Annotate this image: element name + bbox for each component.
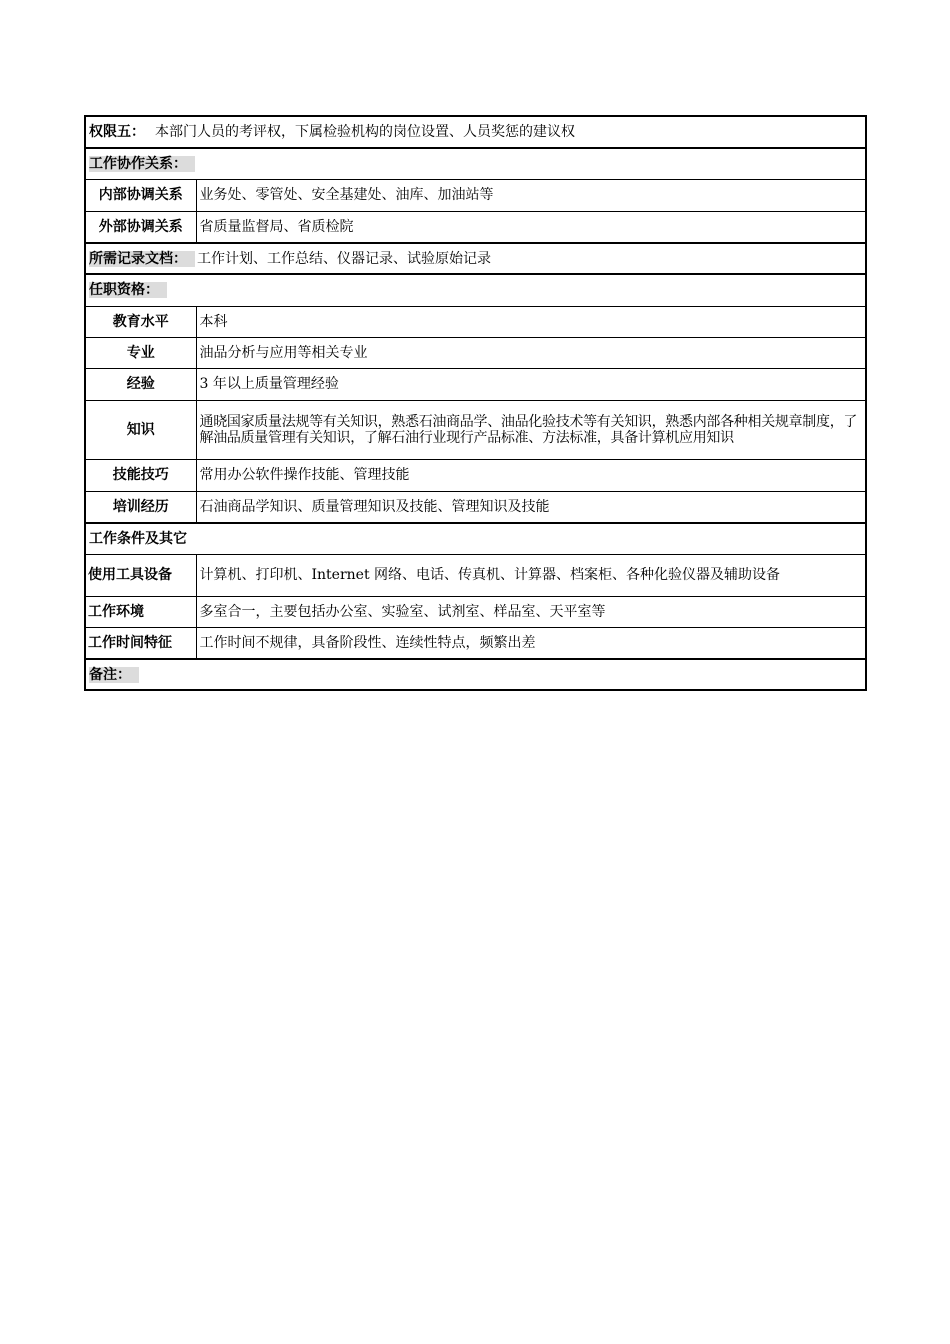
job-description-table [84,115,867,691]
training-value: 石油商品学知识、质量管理知识及技能、管理知识及技能 [196,491,866,523]
tools-label: 使用工具设备 [85,554,196,596]
records-value: 工作计划、工作总结、仪器记录、试验原始记录 [197,250,491,267]
records-row [85,243,866,274]
environment-value: 多室合一，主要包括办公室、实验室、试剂室、样品室、天平室等 [196,596,866,627]
external-coordination-row [85,211,866,243]
conditions-header-row [85,523,866,554]
knowledge-row [85,400,866,459]
skills-value: 常用办公软件操作技能、管理技能 [196,459,866,491]
experience-value: 3 年以上质量管理经验 [196,368,866,400]
qualifications-header-row [85,274,866,306]
knowledge-value: 通晓国家质量法规等有关知识，熟悉石油商品学、油品化验技术等有关知识，熟悉内部各种相关规章制度，了解油品质量管理有关知识，了解石油行业现行产品标准、方法标准，具备计算机应用知识 [196,400,866,459]
education-label: 教育水平 [85,306,196,337]
internal-coordination-label: 内部协调关系 [85,179,196,211]
authority-row [85,116,866,148]
internal-coordination-row [85,179,866,211]
records-label: 所需记录文档： [89,251,195,267]
conditions-title: 工作条件及其它 [89,530,187,547]
work-time-label: 工作时间特征 [85,627,196,659]
coordination-header-cell [85,148,866,179]
tools-row [85,554,866,596]
internal-coordination-value: 业务处、零管处、安全基建处、油库、加油站等 [196,179,866,211]
work-time-value: 工作时间不规律，具备阶段性、连续性特点，频繁出差 [196,627,866,659]
education-row [85,306,866,337]
external-coordination-value: 省质量监督局、省质检院 [196,211,866,243]
major-label: 专业 [85,337,196,368]
authority-cell [85,116,866,148]
conditions-header-cell [85,523,866,554]
remarks-label: 备注： [89,667,139,683]
coordination-title: 工作协作关系： [89,156,195,172]
records-cell [85,243,866,274]
knowledge-label: 知识 [85,400,196,459]
authority-label: 权限五： [89,124,145,140]
tools-value: 计算机、打印机、Internet 网络、电话、传真机、计算器、档案柜、各种化验仪器及辅助设备 [196,554,866,596]
remarks-cell [85,659,866,690]
major-value: 油品分析与应用等相关专业 [196,337,866,368]
experience-row [85,368,866,400]
skills-row [85,459,866,491]
work-time-row [85,627,866,659]
environment-row [85,596,866,627]
major-row [85,337,866,368]
remarks-row [85,659,866,690]
qualifications-header-cell [85,274,866,306]
education-value: 本科 [196,306,866,337]
coordination-header-row [85,148,866,179]
environment-label: 工作环境 [85,596,196,627]
qualifications-title: 任职资格： [89,282,167,298]
authority-text: 本部门人员的考评权，下属检验机构的岗位设置、人员奖惩的建议权 [155,124,575,140]
training-label: 培训经历 [85,491,196,523]
training-row [85,491,866,523]
external-coordination-label: 外部协调关系 [85,211,196,243]
skills-label: 技能技巧 [85,459,196,491]
experience-label: 经验 [85,368,196,400]
